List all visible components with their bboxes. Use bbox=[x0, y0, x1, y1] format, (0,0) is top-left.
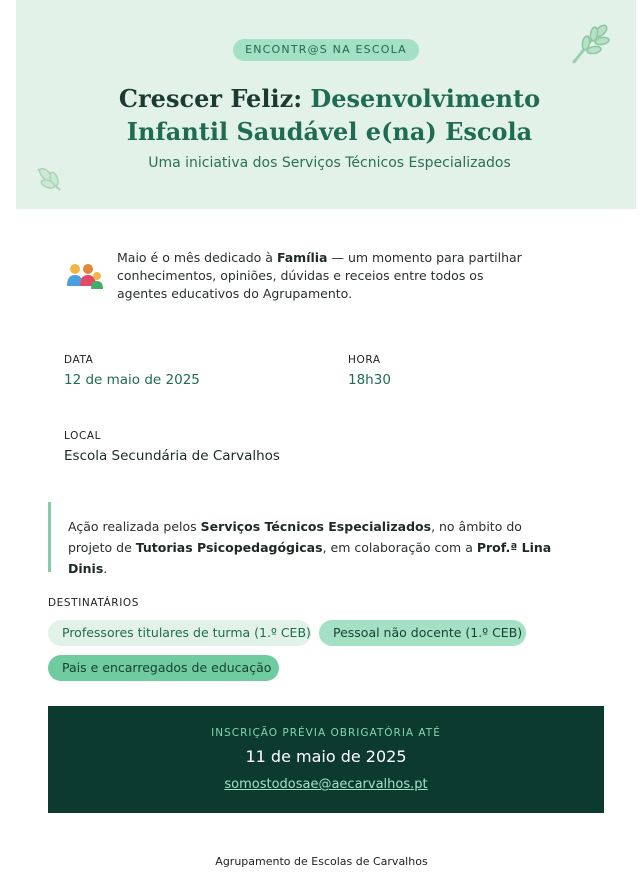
event-badge: ENCONTR@S NA ESCOLA bbox=[233, 39, 419, 61]
date-value: 12 de maio de 2025 bbox=[64, 372, 200, 388]
registration-label: INSCRIÇÃO PRÉVIA OBRIGATÓRIA ATÉ bbox=[211, 727, 441, 739]
callout-t4: . bbox=[103, 561, 108, 576]
audience-chip: Pessoal não docente (1.º CEB) bbox=[319, 620, 526, 646]
place-value: Escola Secundária de Carvalhos bbox=[64, 448, 280, 464]
page-title bbox=[16, 82, 643, 148]
registration-date: 11 de maio de 2025 bbox=[245, 747, 407, 766]
registration-box bbox=[48, 706, 604, 813]
callout-t3: , em colaboração com a bbox=[322, 540, 477, 555]
footer-text: Agrupamento de Escolas de Carvalhos bbox=[215, 855, 428, 868]
intro-text bbox=[117, 249, 537, 303]
audience-chip: Pais e encarregados de educação bbox=[48, 655, 279, 681]
place-label: LOCAL bbox=[64, 430, 102, 442]
registration-email-link[interactable]: somostodosae@aecarvalhos.pt bbox=[224, 777, 428, 792]
callout-text bbox=[68, 516, 568, 579]
audience-label: DESTINATÁRIOS bbox=[48, 597, 140, 609]
family-icon bbox=[66, 262, 106, 290]
intro-text-1: Maio é o mês dedicado à bbox=[117, 250, 277, 265]
callout-b3: Prof.ª Lina Dinis bbox=[68, 540, 552, 576]
page-subtitle: Uma iniciativa dos Serviços Técnicos Especializados bbox=[148, 155, 511, 171]
date-label: DATA bbox=[64, 354, 94, 366]
intro-bold: Família bbox=[276, 250, 328, 265]
title-part-2: Desenvolvimento bbox=[302, 84, 541, 113]
leaf-branch-icon bbox=[568, 20, 614, 66]
intro-text-2: — um momento para partilhar conhecimentos, opiniões, dúvidas e receios entre todos os agentes educativos do Agrupamento. bbox=[117, 250, 522, 301]
title-line-2: Infantil Saudável e(na) Escola bbox=[126, 117, 533, 146]
time-value: 18h30 bbox=[348, 372, 391, 388]
callout-t1: Ação realizada pelos bbox=[68, 519, 201, 534]
time-label: HORA bbox=[348, 354, 381, 366]
project-callout bbox=[48, 502, 571, 576]
callout-b1: Serviços Técnicos Especializados bbox=[200, 519, 432, 534]
title-part-1: Crescer Feliz: bbox=[118, 84, 303, 113]
audience-chip: Professores titulares de turma (1.º CEB) bbox=[48, 620, 311, 646]
callout-b2: Tutorias Psicopedagógicas bbox=[135, 540, 323, 555]
callout-t2: , no âmbito do projeto de bbox=[68, 519, 522, 555]
